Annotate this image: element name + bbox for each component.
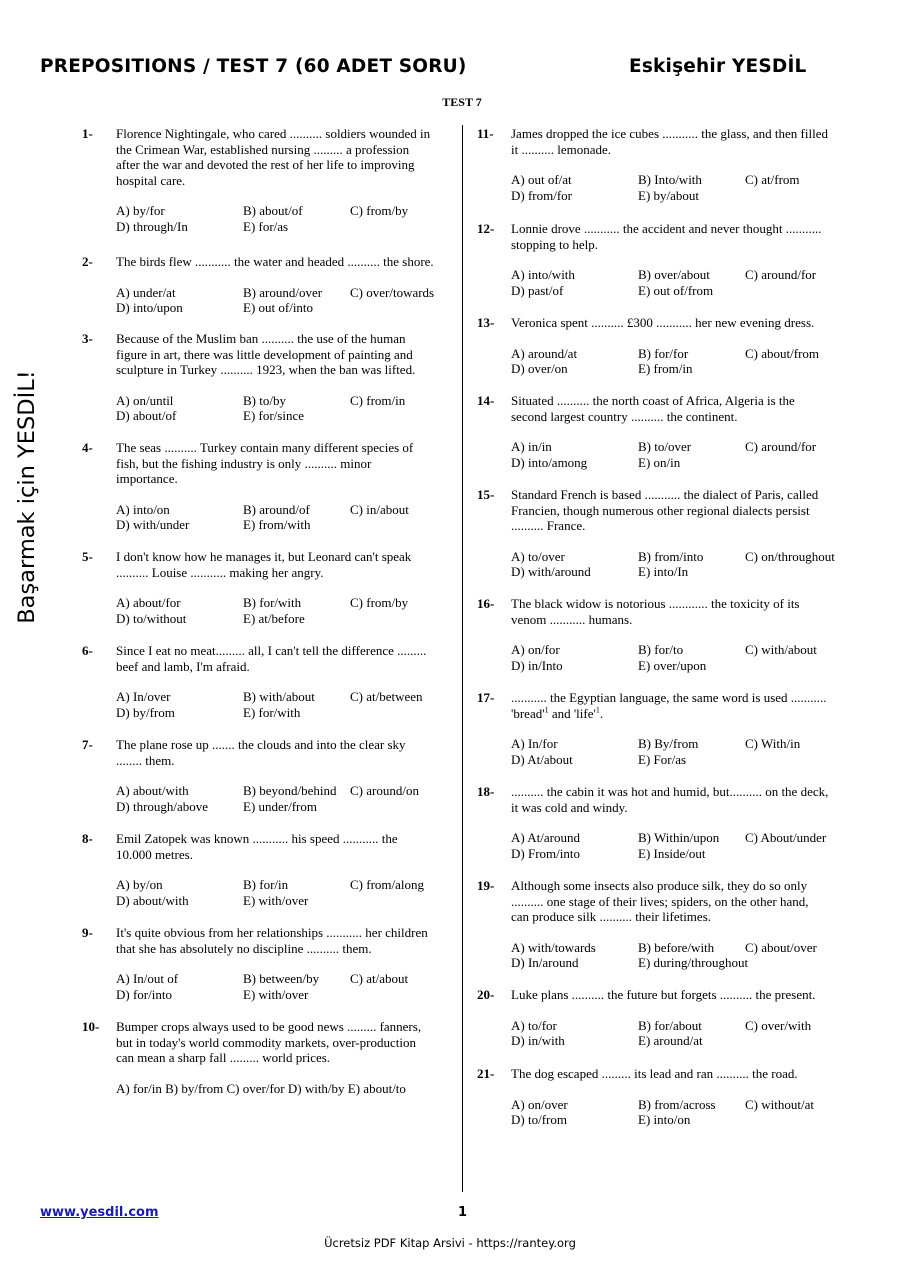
question-line: Luke plans .......... the future but forgets .......... the present. <box>511 987 816 1002</box>
question-text <box>116 440 454 487</box>
answer-option[interactable]: C) over/with <box>745 1017 812 1033</box>
question-line: .......... one stage of their lives; spiders, on the other hand, <box>511 893 809 909</box>
answer-options <box>511 642 853 673</box>
question-14 <box>477 393 853 470</box>
answer-option[interactable]: B) to/by <box>243 392 286 408</box>
question-line: The seas .......... Turkey contain many different species of <box>116 440 414 455</box>
answer-option[interactable]: A) about/with <box>116 783 189 798</box>
answer-option[interactable]: D) in/with <box>511 1033 565 1048</box>
answer-option[interactable]: E) Inside/out <box>638 845 706 861</box>
answer-option[interactable]: A) into/with <box>511 267 575 282</box>
question-line: Lonnie drove ........... the accident and never thought ........... <box>511 221 822 236</box>
answer-option[interactable]: B) for/in <box>243 877 289 892</box>
question-17 <box>477 690 853 767</box>
question-number: 10- <box>82 1019 100 1034</box>
answer-option[interactable]: A) At/around <box>511 830 580 845</box>
answer-option[interactable]: B) Into/with <box>638 172 702 187</box>
answer-options <box>116 783 454 814</box>
answer-row <box>511 188 853 204</box>
question-number: 20- <box>477 987 495 1002</box>
answer-options <box>116 689 454 720</box>
answer-option[interactable]: E) out of/from <box>638 282 714 298</box>
answer-row <box>116 285 454 301</box>
answer-row <box>511 455 853 471</box>
answer-options <box>511 1097 853 1128</box>
answer-option[interactable]: D) about/of <box>116 408 177 423</box>
question-line: ........ them. <box>116 752 175 768</box>
answer-options <box>511 940 853 971</box>
answer-row <box>116 203 454 219</box>
answer-option[interactable]: C) at/about <box>350 971 409 986</box>
answer-option[interactable]: E) around/at <box>638 1033 703 1048</box>
question-line: 10.000 metres. <box>116 846 193 862</box>
answer-row <box>511 830 853 846</box>
answer-option[interactable]: C) around/for <box>745 439 817 454</box>
answer-row <box>116 595 454 611</box>
answer-row <box>116 219 454 235</box>
question-9 <box>82 925 454 1002</box>
question-text <box>511 315 853 331</box>
document-title: PREPOSITIONS / TEST 7 (60 ADET SORU) <box>40 56 467 77</box>
answer-option[interactable]: D) In/around <box>511 955 579 970</box>
answer-option[interactable]: A) on/over <box>511 1096 568 1112</box>
answer-option[interactable]: C) about/over <box>745 939 817 955</box>
answer-option[interactable]: B) from/across <box>638 1096 716 1112</box>
question-1 <box>82 126 454 234</box>
answer-row <box>116 517 454 533</box>
answer-option[interactable]: C) with/about <box>745 642 817 657</box>
question-number: 14- <box>477 393 495 408</box>
question-line: the Crimean War, established nursing ......... a profession <box>116 141 410 157</box>
answer-row <box>511 564 853 580</box>
answer-row <box>116 877 454 893</box>
answer-options <box>116 502 454 533</box>
question-line: Florence Nightingale, who cared .......... soldiers wounded in <box>116 126 431 141</box>
answer-row <box>511 549 853 565</box>
question-number: 4- <box>82 440 93 455</box>
answer-option[interactable]: C) from/along <box>350 877 425 892</box>
question-line: .......... Louise ........... making her angry. <box>116 564 324 580</box>
answer-options <box>511 267 853 298</box>
answer-option[interactable]: D) from/for <box>511 187 573 203</box>
question-line: hospital care. <box>116 172 186 188</box>
answer-option[interactable]: E) over/upon <box>638 657 707 673</box>
answer-option[interactable]: C) from/by <box>350 595 409 610</box>
answer-row <box>116 987 454 1003</box>
question-line: sculpture in Turkey .......... 1923, when the ban was lifted. <box>116 362 416 377</box>
question-line: that she has absolutely no discipline .......... them. <box>116 940 372 956</box>
question-number: 2- <box>82 254 93 269</box>
answer-row <box>511 172 853 188</box>
question-11 <box>477 126 853 203</box>
answer-option[interactable]: E) from/with <box>243 517 311 532</box>
answer-option[interactable]: E) for/as <box>243 218 289 234</box>
answer-row <box>116 300 454 316</box>
answer-option[interactable]: C) on/throughout <box>745 548 835 564</box>
question-7 <box>82 737 454 814</box>
question-6 <box>82 643 454 720</box>
answer-row <box>116 689 454 705</box>
question-text <box>116 643 454 674</box>
question-line: can produce silk .......... their lifetimes. <box>511 909 712 924</box>
question-number: 12- <box>477 221 495 236</box>
question-number: 15- <box>477 487 495 502</box>
answer-option[interactable]: E) at/before <box>243 610 305 626</box>
question-4 <box>82 440 454 533</box>
answer-option[interactable]: D) through/above <box>116 798 209 814</box>
answer-row <box>511 439 853 455</box>
question-3 <box>82 331 454 424</box>
question-line: Situated .......... the north coast of Africa, Algeria is the <box>511 393 795 408</box>
answer-option[interactable]: D) by/from <box>116 704 175 720</box>
answer-option[interactable]: C) at/from <box>745 172 800 187</box>
question-text <box>511 987 853 1003</box>
answer-option[interactable]: B) to/over <box>638 439 692 454</box>
question-line: but in today's world commodity markets, over-production <box>116 1034 416 1050</box>
question-10 <box>82 1019 454 1096</box>
answer-option[interactable]: A) by/on <box>116 877 163 892</box>
question-line: importance. <box>116 471 178 486</box>
question-line: It's quite obvious from her relationships ........... her children <box>116 925 428 940</box>
question-line: The dog escaped ......... its lead and ran .......... the road. <box>511 1066 798 1081</box>
answer-option[interactable]: C) around/for <box>745 267 817 282</box>
answer-option[interactable]: D) At/about <box>511 751 573 767</box>
question-5 <box>82 549 454 626</box>
question-line: can mean a sharp fall ......... world prices. <box>116 1050 331 1065</box>
answer-option[interactable]: A) In/out of <box>116 971 179 986</box>
question-line <box>511 706 853 722</box>
answer-row <box>511 752 853 768</box>
answer-option[interactable]: C) over/towards <box>350 284 435 300</box>
answer-row <box>511 955 853 971</box>
question-line: The black widow is notorious ............ the toxicity of its <box>511 596 800 611</box>
answer-row <box>511 1033 853 1049</box>
answer-options <box>511 549 853 580</box>
answer-option[interactable]: B) with/about <box>243 689 315 704</box>
answer-option[interactable]: A) to/for <box>511 1017 557 1033</box>
answer-option[interactable]: E) For/as <box>638 751 687 767</box>
answer-option[interactable]: A) around/at <box>511 345 578 361</box>
answer-row <box>116 611 454 627</box>
answer-options <box>511 830 853 861</box>
answer-option[interactable]: B) around/of <box>243 501 310 517</box>
answer-option[interactable]: E) by/about <box>638 187 700 203</box>
question-number: 7- <box>82 737 93 752</box>
question-number: 11- <box>477 126 494 141</box>
answer-row <box>116 393 454 409</box>
question-number: 16- <box>477 596 495 611</box>
answer-option[interactable]: B) about/of <box>243 203 303 218</box>
question-line: it .......... lemonade. <box>511 141 612 157</box>
question-text <box>116 331 454 378</box>
question-line-part: 'bread' <box>511 705 545 721</box>
answer-option[interactable]: C) from/by <box>350 203 409 218</box>
question-line: ........... the Egyptian language, the same word is used ........... <box>511 690 827 705</box>
answer-option[interactable]: B) By/from <box>638 736 699 751</box>
footnote-mark: 1 <box>544 705 549 715</box>
answer-option[interactable]: D) to/from <box>511 1112 567 1127</box>
column-divider <box>462 125 463 1192</box>
answer-options <box>116 285 454 316</box>
question-number: 13- <box>477 315 495 330</box>
answer-option[interactable]: A) about/for <box>116 595 181 610</box>
question-text <box>116 254 454 270</box>
answer-row <box>511 267 853 283</box>
question-line: stopping to help. <box>511 236 599 252</box>
question-number: 3- <box>82 331 93 346</box>
question-text <box>511 393 853 424</box>
question-line: .......... France. <box>511 518 586 533</box>
answer-option[interactable]: D) through/In <box>116 218 188 234</box>
question-text <box>511 126 853 157</box>
question-line: Veronica spent .......... £300 ........... her new evening dress. <box>511 315 815 330</box>
answer-options <box>511 346 853 377</box>
question-line: The birds flew ........... the water and headed .......... the shore. <box>116 254 434 269</box>
question-15 <box>477 487 853 580</box>
answer-option[interactable]: B) around/over <box>243 284 323 300</box>
question-number: 18- <box>477 784 495 799</box>
answer-row <box>116 799 454 815</box>
question-2 <box>82 254 454 316</box>
question-text <box>116 737 454 768</box>
question-18 <box>477 784 853 861</box>
answer-row <box>116 705 454 721</box>
author-label: Eskişehir YESDİL <box>629 56 807 77</box>
question-19 <box>477 878 853 971</box>
answer-option[interactable]: B) before/with <box>638 939 715 955</box>
answer-row <box>511 658 853 674</box>
answer-option[interactable]: D) over/on <box>511 361 568 376</box>
question-line: Because of the Muslim ban .......... the use of the human <box>116 331 406 346</box>
question-text <box>116 1019 454 1066</box>
question-8 <box>82 831 454 908</box>
question-line: .......... the cabin it was hot and humid, but.......... on the deck, <box>511 784 829 799</box>
question-text <box>116 925 454 956</box>
answer-option[interactable]: D) for/into <box>116 986 172 1002</box>
question-number: 8- <box>82 831 93 846</box>
answer-options-line: A) for/in B) by/from C) over/for D) with/by E) about/to <box>116 1080 406 1096</box>
answer-row <box>511 642 853 658</box>
question-line: Emil Zatopek was known ........... his speed ........... the <box>116 831 398 846</box>
answer-options <box>116 595 454 626</box>
answer-row <box>116 408 454 424</box>
side-slogan: Başarmak için YESDİL! <box>14 370 40 624</box>
answer-options <box>116 877 454 908</box>
answer-row <box>511 361 853 377</box>
answer-options <box>511 736 853 767</box>
archive-note: Ücretsiz PDF Kitap Arsivi - https://rantey.org <box>324 1236 576 1250</box>
answer-option[interactable]: B) for/about <box>638 1017 702 1033</box>
answer-option[interactable]: A) with/towards <box>511 939 596 955</box>
answer-row <box>116 783 454 799</box>
answer-row <box>116 502 454 518</box>
question-text <box>116 126 454 188</box>
page-number: 1 <box>458 1205 468 1220</box>
answer-options <box>511 439 853 470</box>
answer-row <box>511 346 853 362</box>
question-line: second largest country .......... the continent. <box>511 408 738 424</box>
question-line: Bumper crops always used to be good news ......... fanners, <box>116 1019 422 1034</box>
answer-row <box>511 736 853 752</box>
answer-option[interactable]: D) into/upon <box>116 300 183 315</box>
question-21 <box>477 1066 853 1128</box>
answer-option[interactable]: D) to/without <box>116 610 187 626</box>
question-text <box>116 831 454 862</box>
question-line: James dropped the ice cubes ........... the glass, and then filled <box>511 126 828 141</box>
answer-option[interactable]: A) in/in <box>511 439 552 454</box>
answer-option[interactable]: E) with/over <box>243 986 309 1002</box>
question-line-part: . <box>599 705 604 721</box>
answer-row <box>511 1097 853 1113</box>
answer-option[interactable]: A) to/over <box>511 548 565 564</box>
answer-option[interactable]: E) under/from <box>243 798 318 814</box>
answer-option[interactable]: B) for/with <box>243 595 302 610</box>
question-line: beef and lamb, I'm afraid. <box>116 658 250 674</box>
answer-option[interactable]: C) around/on <box>350 783 419 798</box>
question-text <box>511 1066 853 1082</box>
question-number: 19- <box>477 878 495 893</box>
answer-row <box>511 1018 853 1034</box>
answer-option[interactable]: A) out of/at <box>511 172 572 187</box>
answer-option[interactable]: D) about/with <box>116 892 189 908</box>
question-text <box>511 487 853 534</box>
answer-option[interactable]: E) out of/into <box>243 300 314 315</box>
answer-row <box>511 1112 853 1128</box>
question-line: venom ........... humans. <box>511 611 633 627</box>
answer-option[interactable]: E) for/since <box>243 408 305 423</box>
question-line: after the war and devoted the rest of her life to improving <box>116 157 415 172</box>
question-16 <box>477 596 853 673</box>
answer-option[interactable]: C) about/from <box>745 345 820 361</box>
answer-option[interactable]: C) About/under <box>745 830 827 845</box>
answer-option[interactable]: A) on/for <box>511 642 560 657</box>
answer-row <box>116 893 454 909</box>
answer-options <box>116 1081 454 1097</box>
answer-option[interactable]: D) past/of <box>511 282 564 298</box>
question-line: fish, but the fishing industry is only .......... minor <box>116 455 372 471</box>
answer-option[interactable]: C) from/in <box>350 392 406 408</box>
answer-option[interactable]: C) at/between <box>350 689 423 704</box>
answer-option[interactable]: B) for/for <box>638 345 689 361</box>
question-12 <box>477 221 853 298</box>
question-number: 5- <box>82 549 93 564</box>
answer-option[interactable]: B) from/into <box>638 548 704 564</box>
answer-option[interactable]: B) over/about <box>638 267 710 282</box>
answer-option[interactable]: D) with/under <box>116 517 190 532</box>
answer-option[interactable]: B) Within/upon <box>638 830 720 845</box>
question-line: figure in art, there was little development of painting and <box>116 346 413 362</box>
answer-options <box>511 172 853 203</box>
answer-option[interactable]: A) under/at <box>116 284 176 300</box>
question-number: 6- <box>82 643 93 658</box>
answer-options <box>116 971 454 1002</box>
question-line: Although some insects also produce silk, they do so only <box>511 878 808 893</box>
answer-option[interactable]: A) by/for <box>116 203 165 218</box>
answer-option[interactable]: C) in/about <box>350 501 409 517</box>
question-line-part: and 'life' <box>548 705 596 721</box>
answer-option[interactable]: D) with/around <box>511 564 591 579</box>
answer-option[interactable]: D) into/among <box>511 454 588 470</box>
question-line: it was cold and windy. <box>511 799 628 815</box>
answer-option[interactable]: E) for/with <box>243 704 301 720</box>
question-text <box>116 549 454 580</box>
question-number: 9- <box>82 925 93 940</box>
answer-options <box>116 203 454 234</box>
answer-options <box>511 1018 853 1049</box>
answer-row <box>511 283 853 299</box>
answer-option[interactable]: B) beyond/behind <box>243 783 337 798</box>
footnote-mark: 1 <box>595 705 600 715</box>
answer-option[interactable]: E) from/in <box>638 361 693 376</box>
answer-option[interactable]: A) on/until <box>116 392 174 408</box>
question-number: 21- <box>477 1066 495 1081</box>
question-line: The plane rose up ....... the clouds and into the clear sky <box>116 737 406 752</box>
answer-option[interactable]: C) With/in <box>745 736 801 751</box>
website-link[interactable]: www.yesdil.com <box>40 1205 159 1220</box>
answer-option[interactable]: A) In/over <box>116 689 171 704</box>
answer-row <box>511 940 853 956</box>
test-label: TEST 7 <box>442 95 482 109</box>
question-number: 1- <box>82 126 93 141</box>
question-text <box>511 878 853 925</box>
answer-row <box>116 971 454 987</box>
answer-options <box>116 393 454 424</box>
question-text <box>511 221 853 252</box>
question-text <box>511 596 853 627</box>
question-text <box>511 690 853 721</box>
question-line: I don't know how he manages it, but Leonard can't speak <box>116 549 412 564</box>
question-line: Standard French is based ........... the dialect of Paris, called <box>511 487 819 502</box>
answer-option[interactable]: E) into/on <box>638 1112 691 1127</box>
question-number: 17- <box>477 690 495 705</box>
answer-option[interactable]: E) during/throughout <box>638 955 749 970</box>
question-20 <box>477 987 853 1049</box>
answer-option[interactable]: D) From/into <box>511 845 580 861</box>
question-line: Francien, though numerous other regional dialects persist <box>511 502 810 518</box>
answer-option[interactable]: E) on/in <box>638 454 681 470</box>
answer-option[interactable]: C) without/at <box>745 1096 814 1112</box>
question-13 <box>477 315 853 377</box>
answer-option[interactable]: A) In/for <box>511 736 558 751</box>
answer-option[interactable]: D) in/Into <box>511 657 563 673</box>
answer-option[interactable]: B) for/to <box>638 642 684 657</box>
question-text <box>511 784 853 815</box>
answer-option[interactable]: E) with/over <box>243 892 309 908</box>
answer-option[interactable]: A) into/on <box>116 501 170 517</box>
answer-option[interactable]: B) between/by <box>243 971 320 986</box>
answer-row <box>511 846 853 862</box>
question-line: Since I eat no meat......... all, I can't tell the difference ......... <box>116 643 427 658</box>
answer-option[interactable]: E) into/In <box>638 564 689 579</box>
